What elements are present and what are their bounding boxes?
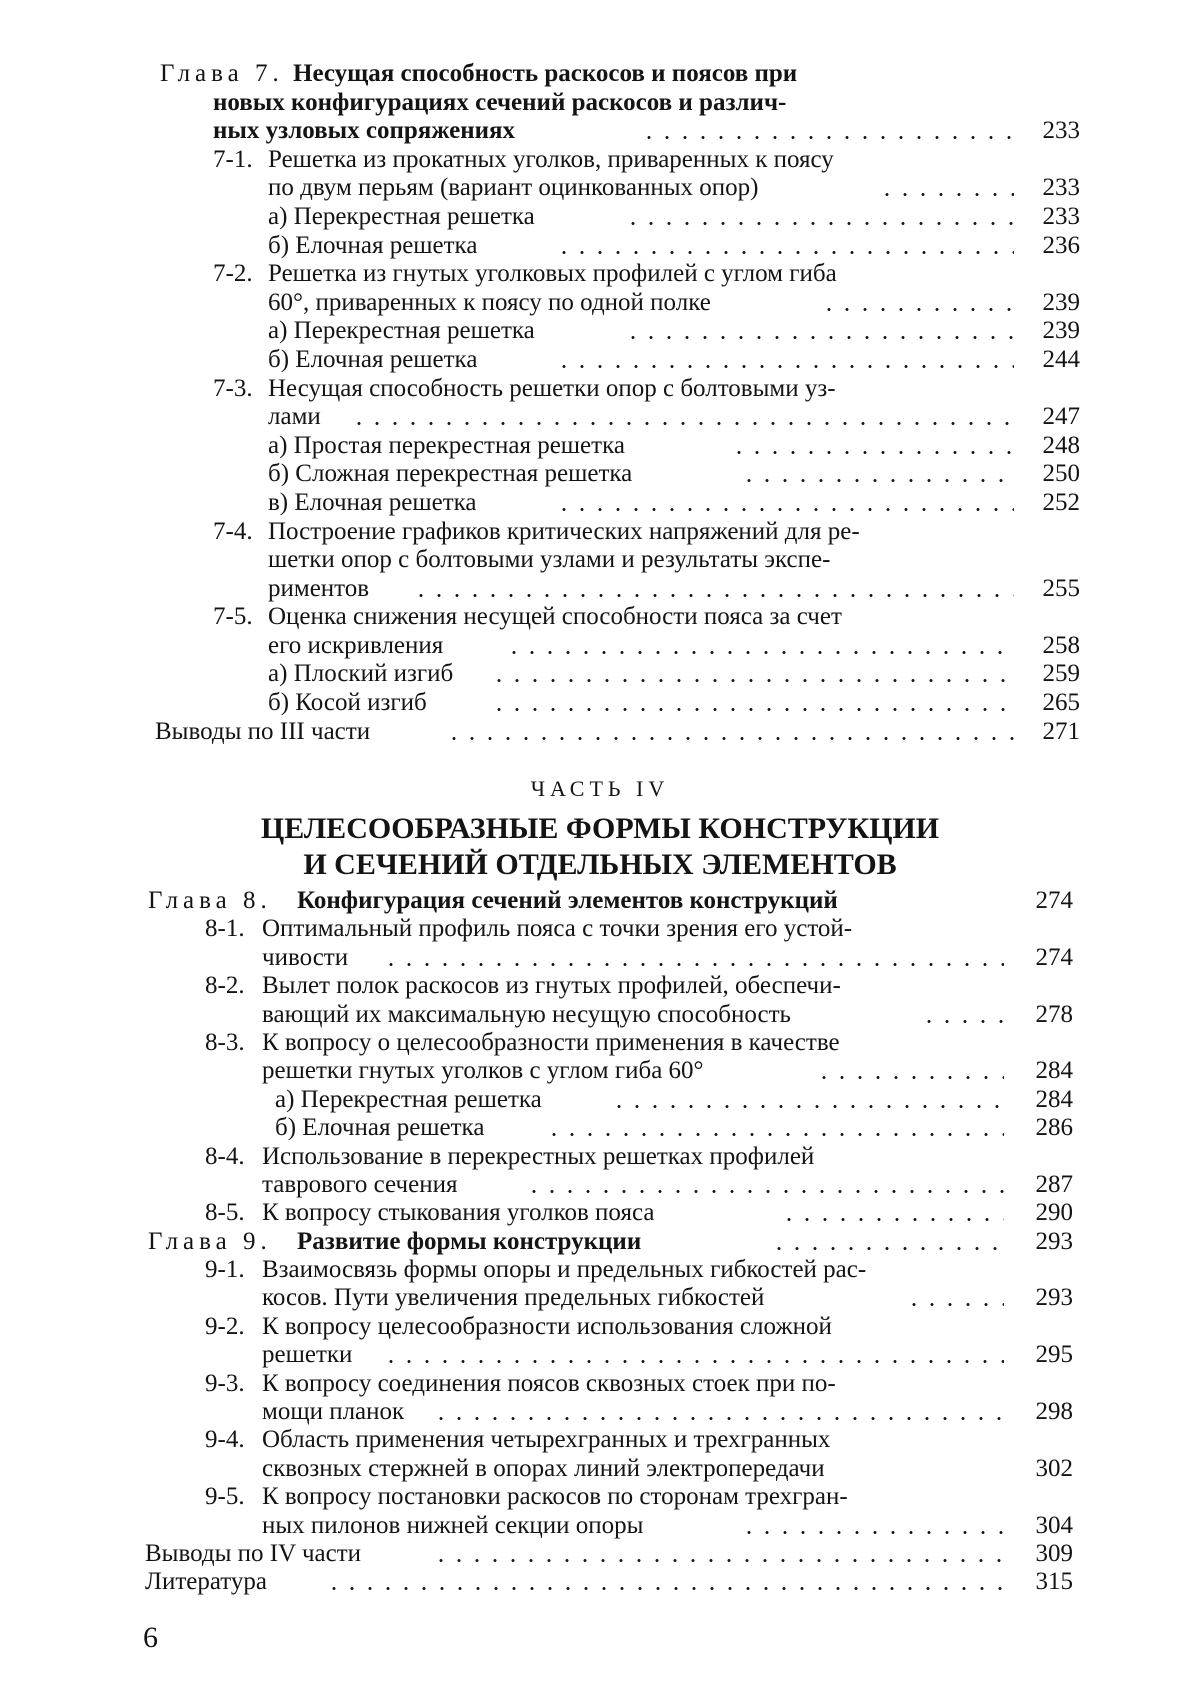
page-ref: 304 bbox=[1035, 1511, 1073, 1539]
toc-references bbox=[0, 1568, 1200, 1596]
section-number: 7-1. bbox=[213, 145, 253, 173]
section-title: сквозных стержней в опорах линий электропередачи bbox=[262, 1454, 825, 1482]
page-ref: 295 bbox=[1035, 1341, 1073, 1369]
leader-dots bbox=[382, 944, 1004, 972]
leader-dots bbox=[740, 460, 1014, 489]
leader-dots bbox=[490, 660, 1014, 689]
toc-subsection bbox=[0, 1114, 1200, 1142]
leader-dots bbox=[815, 1057, 1004, 1085]
section-title: Оценка снижения несущей способности пояса за счет bbox=[268, 603, 842, 631]
page-ref: 233 bbox=[1042, 202, 1080, 230]
toc-subsection bbox=[0, 346, 1200, 375]
toc-subsection bbox=[0, 1086, 1200, 1114]
toc-section-7-4-cont bbox=[0, 546, 1200, 575]
toc-section-8-1 bbox=[0, 915, 1200, 943]
toc-conclusions-part3 bbox=[0, 718, 1200, 747]
section-title: таврового сечения bbox=[262, 1170, 458, 1198]
toc-section-7-3 bbox=[0, 375, 1200, 404]
toc-section-9-3-cont bbox=[0, 1398, 1200, 1426]
section-title: К вопросу о целесообразности применения в качестве bbox=[262, 1028, 840, 1056]
leader-dots bbox=[490, 689, 1014, 718]
leader-dots bbox=[555, 346, 1014, 375]
leader-dots bbox=[640, 117, 1014, 146]
subsection-title: а) Плоский изгиб bbox=[268, 660, 454, 688]
toc-section-8-3 bbox=[0, 1029, 1200, 1057]
page-ref: 293 bbox=[1035, 1284, 1073, 1312]
toc-part3 bbox=[0, 60, 1200, 746]
toc-section-8-4 bbox=[0, 1143, 1200, 1171]
leader-dots bbox=[624, 317, 1014, 346]
chapter-title: ных узловых сопряжениях bbox=[213, 117, 516, 145]
toc-section-7-1 bbox=[0, 146, 1200, 175]
page-ref: 315 bbox=[1035, 1568, 1073, 1596]
section-number: 7-5. bbox=[213, 603, 253, 631]
toc-subsection bbox=[0, 432, 1200, 461]
section-title: Использование в перекрестных решетках профилей bbox=[262, 1142, 815, 1170]
chapter-prefix: Глава 8. bbox=[148, 887, 272, 914]
section-title: Решетка из прокатных уголков, приваренных к поясу bbox=[268, 145, 834, 173]
toc-section-8-5 bbox=[0, 1199, 1200, 1227]
subsection-title: а) Простая перекрестная решетка bbox=[268, 431, 625, 459]
toc-part4 bbox=[0, 887, 1200, 1597]
subsection-title: б) Елочная решетка bbox=[268, 345, 478, 373]
section-title: ных пилонов нижней секции опоры bbox=[262, 1511, 644, 1539]
leader-dots bbox=[325, 1568, 1004, 1596]
page-ref: 247 bbox=[1042, 403, 1080, 431]
toc-subsection bbox=[0, 660, 1200, 689]
section-title: решетки bbox=[262, 1341, 353, 1369]
toc-section-8-2 bbox=[0, 972, 1200, 1000]
section-title: Построение графиков критических напряжений для ре- bbox=[268, 517, 860, 545]
leader-dots bbox=[432, 1540, 1004, 1568]
subsection-title: б) Елочная решетка bbox=[275, 1114, 485, 1142]
toc-section-7-5 bbox=[0, 603, 1200, 632]
section-title: решетки гнутых уголков с углом гиба 60° bbox=[262, 1057, 704, 1085]
toc-chapter-8 bbox=[0, 887, 1200, 915]
leader-dots bbox=[505, 632, 1014, 661]
leader-dots bbox=[445, 718, 1014, 747]
toc-section-9-1-cont bbox=[0, 1284, 1200, 1312]
toc-chapter-7-cont bbox=[0, 89, 1200, 118]
section-number: 7-4. bbox=[213, 517, 253, 545]
toc-section-8-4-cont bbox=[0, 1171, 1200, 1199]
page-ref: 274 bbox=[1035, 943, 1073, 971]
page-ref: 258 bbox=[1042, 631, 1080, 659]
section-number: 8-4. bbox=[205, 1142, 245, 1170]
page-ref: 252 bbox=[1042, 488, 1080, 516]
subsection-title: а) Перекрестная решетка bbox=[275, 1085, 542, 1113]
section-title: К вопросу постановки раскосов по сторонам трехгран- bbox=[262, 1483, 848, 1511]
leader-dots bbox=[412, 575, 1014, 604]
section-title: косов. Пути увеличения предельных гибкостей bbox=[262, 1284, 765, 1312]
section-title: лами bbox=[268, 403, 321, 431]
leader-dots bbox=[740, 1512, 1004, 1540]
page-ref: 271 bbox=[1042, 717, 1080, 745]
toc-chapter-7 bbox=[0, 60, 1200, 89]
references-title: Литература bbox=[145, 1568, 267, 1596]
page-number: 6 bbox=[143, 1621, 158, 1654]
section-title: его искривления bbox=[268, 631, 444, 659]
page-ref: 302 bbox=[1035, 1454, 1073, 1482]
section-number: 8-5. bbox=[205, 1199, 245, 1227]
toc-subsection bbox=[0, 317, 1200, 346]
leader-dots bbox=[878, 174, 1014, 203]
section-number: 7-2. bbox=[213, 260, 253, 288]
chapter-title: новых конфигурациях сечений раскосов и различ- bbox=[213, 88, 787, 116]
page-ref: 233 bbox=[1042, 174, 1080, 202]
conclusions-title: Выводы по III части bbox=[155, 717, 371, 745]
leader-dots bbox=[820, 289, 1014, 318]
page-ref: 265 bbox=[1042, 689, 1080, 717]
chapter-prefix: Глава 7. bbox=[160, 60, 284, 87]
toc-section-9-3 bbox=[0, 1370, 1200, 1398]
toc-subsection bbox=[0, 489, 1200, 518]
page-ref: 274 bbox=[1035, 887, 1073, 914]
toc-section-9-1 bbox=[0, 1256, 1200, 1284]
toc-section-9-4 bbox=[0, 1426, 1200, 1454]
leader-dots bbox=[770, 1228, 1004, 1256]
toc-subsection bbox=[0, 460, 1200, 489]
section-title: риментов bbox=[268, 574, 370, 602]
part-title: И СЕЧЕНИЙ ОТДЕЛЬНЫХ ЭЛЕМЕНТОВ bbox=[303, 848, 897, 881]
toc-section-8-1-cont bbox=[0, 944, 1200, 972]
toc-section-7-2-cont bbox=[0, 289, 1200, 318]
section-number: 9-1. bbox=[205, 1256, 245, 1284]
leader-dots bbox=[350, 403, 1014, 432]
leader-dots bbox=[780, 1199, 1004, 1227]
subsection-title: а) Перекрестная решетка bbox=[268, 317, 535, 345]
toc-chapter-7-end bbox=[0, 117, 1200, 146]
leader-dots bbox=[905, 1284, 1004, 1312]
section-title: вающий их максимальную несущую способность bbox=[262, 1000, 791, 1028]
page-ref: 239 bbox=[1042, 317, 1080, 345]
leader-dots bbox=[610, 1086, 1004, 1114]
toc-subsection bbox=[0, 203, 1200, 232]
toc-section-8-2-cont bbox=[0, 1001, 1200, 1029]
chapter-title: Конфигурация сечений элементов конструкций bbox=[297, 887, 838, 914]
leader-dots bbox=[545, 1114, 1004, 1142]
subsection-title: б) Сложная перекрестная решетка bbox=[268, 460, 633, 488]
leader-dots bbox=[432, 1398, 1004, 1426]
page-ref: 250 bbox=[1042, 460, 1080, 488]
section-number: 9-4. bbox=[205, 1426, 245, 1454]
subsection-title: в) Елочная решетка bbox=[268, 488, 477, 516]
toc-section-7-3-cont bbox=[0, 403, 1200, 432]
section-number: 9-2. bbox=[205, 1312, 245, 1340]
page-ref: 286 bbox=[1035, 1114, 1073, 1142]
section-title: Несущая способность решетки опор с болтовыми уз- bbox=[268, 374, 836, 402]
section-number: 8-1. bbox=[205, 915, 245, 943]
chapter-title: Развитие формы конструкции bbox=[297, 1227, 642, 1255]
section-title: Оптимальный профиль пояса с точки зрения его устой- bbox=[262, 915, 853, 943]
page-ref: 255 bbox=[1042, 574, 1080, 602]
toc-subsection bbox=[0, 689, 1200, 718]
chapter-prefix: Глава 9. bbox=[148, 1227, 272, 1255]
toc-section-7-4 bbox=[0, 518, 1200, 547]
part-label: ЧАСТЬ IV bbox=[530, 776, 670, 801]
section-title: Область применения четырехгранных и трехгранных bbox=[262, 1426, 831, 1454]
page-ref: 233 bbox=[1042, 117, 1080, 145]
page-ref: 248 bbox=[1042, 431, 1080, 459]
toc-section-7-1-cont bbox=[0, 174, 1200, 203]
toc-section-7-2 bbox=[0, 260, 1200, 289]
section-title: шетки опор с болтовыми узлами и результаты экспе- bbox=[268, 546, 831, 574]
section-number: 8-3. bbox=[205, 1028, 245, 1056]
toc-section-7-5-cont bbox=[0, 632, 1200, 661]
page-ref: 239 bbox=[1042, 288, 1080, 316]
toc-section-9-2-cont bbox=[0, 1341, 1200, 1369]
page-ref: 236 bbox=[1042, 231, 1080, 259]
section-title: по двум перьям (вариант оцинкованных опор) bbox=[268, 174, 759, 202]
subsection-title: б) Елочная решетка bbox=[268, 231, 478, 259]
section-title: К вопросу целесообразности использования сложной bbox=[262, 1312, 832, 1340]
section-title: Взаимосвязь формы опоры и предельных гибкостей рас- bbox=[262, 1256, 867, 1284]
page-ref: 298 bbox=[1035, 1398, 1073, 1426]
toc-section-9-4-cont bbox=[0, 1455, 1200, 1483]
page-ref: 244 bbox=[1042, 345, 1080, 373]
page-ref: 284 bbox=[1035, 1085, 1073, 1113]
page-ref: 259 bbox=[1042, 660, 1080, 688]
section-title: чивости bbox=[262, 943, 349, 971]
chapter-title: Несущая способность раскосов и поясов при bbox=[293, 60, 798, 87]
toc-conclusions-part4 bbox=[0, 1540, 1200, 1568]
part-title: ЦЕЛЕСООБРАЗНЫЕ ФОРМЫ КОНСТРУКЦИИ bbox=[260, 812, 940, 845]
toc-section-9-5 bbox=[0, 1483, 1200, 1511]
leader-dots bbox=[624, 203, 1014, 232]
toc-chapter-9 bbox=[0, 1228, 1200, 1256]
page-ref: 278 bbox=[1035, 1000, 1073, 1028]
toc-section-9-2 bbox=[0, 1313, 1200, 1341]
page-ref: 309 bbox=[1035, 1539, 1073, 1567]
leader-dots bbox=[525, 1171, 1004, 1199]
section-number: 9-3. bbox=[205, 1369, 245, 1397]
leader-dots bbox=[730, 432, 1014, 461]
leader-dots bbox=[555, 489, 1014, 518]
section-title: К вопросу соединения поясов сквозных стоек при по- bbox=[262, 1369, 836, 1397]
section-title: Решетка из гнутых уголковых профилей с углом гиба bbox=[268, 260, 837, 288]
leader-dots bbox=[382, 1341, 1004, 1369]
leader-dots bbox=[920, 1001, 1004, 1029]
page-ref: 293 bbox=[1035, 1227, 1073, 1255]
section-number: 8-2. bbox=[205, 972, 245, 1000]
leader-dots bbox=[555, 232, 1014, 261]
subsection-title: а) Перекрестная решетка bbox=[268, 202, 535, 230]
toc-section-8-3-cont bbox=[0, 1057, 1200, 1085]
conclusions-title: Выводы по IV части bbox=[145, 1539, 362, 1567]
section-title: Вылет полок раскосов из гнутых профилей, обеспечи- bbox=[262, 972, 841, 1000]
section-number: 7-3. bbox=[213, 374, 253, 402]
page-ref: 284 bbox=[1035, 1057, 1073, 1085]
subsection-title: б) Косой изгиб bbox=[268, 689, 427, 717]
toc-subsection bbox=[0, 232, 1200, 261]
section-number: 9-5. bbox=[205, 1483, 245, 1511]
toc-section-9-5-cont bbox=[0, 1512, 1200, 1540]
page-ref: 290 bbox=[1035, 1199, 1073, 1227]
section-title: мощи планок bbox=[262, 1398, 405, 1426]
toc-section-7-4-end bbox=[0, 575, 1200, 604]
section-title: 60°, приваренных к поясу по одной полке bbox=[268, 288, 711, 316]
section-title: К вопросу стыкования уголков пояса bbox=[262, 1199, 655, 1227]
page-ref: 287 bbox=[1035, 1170, 1073, 1198]
